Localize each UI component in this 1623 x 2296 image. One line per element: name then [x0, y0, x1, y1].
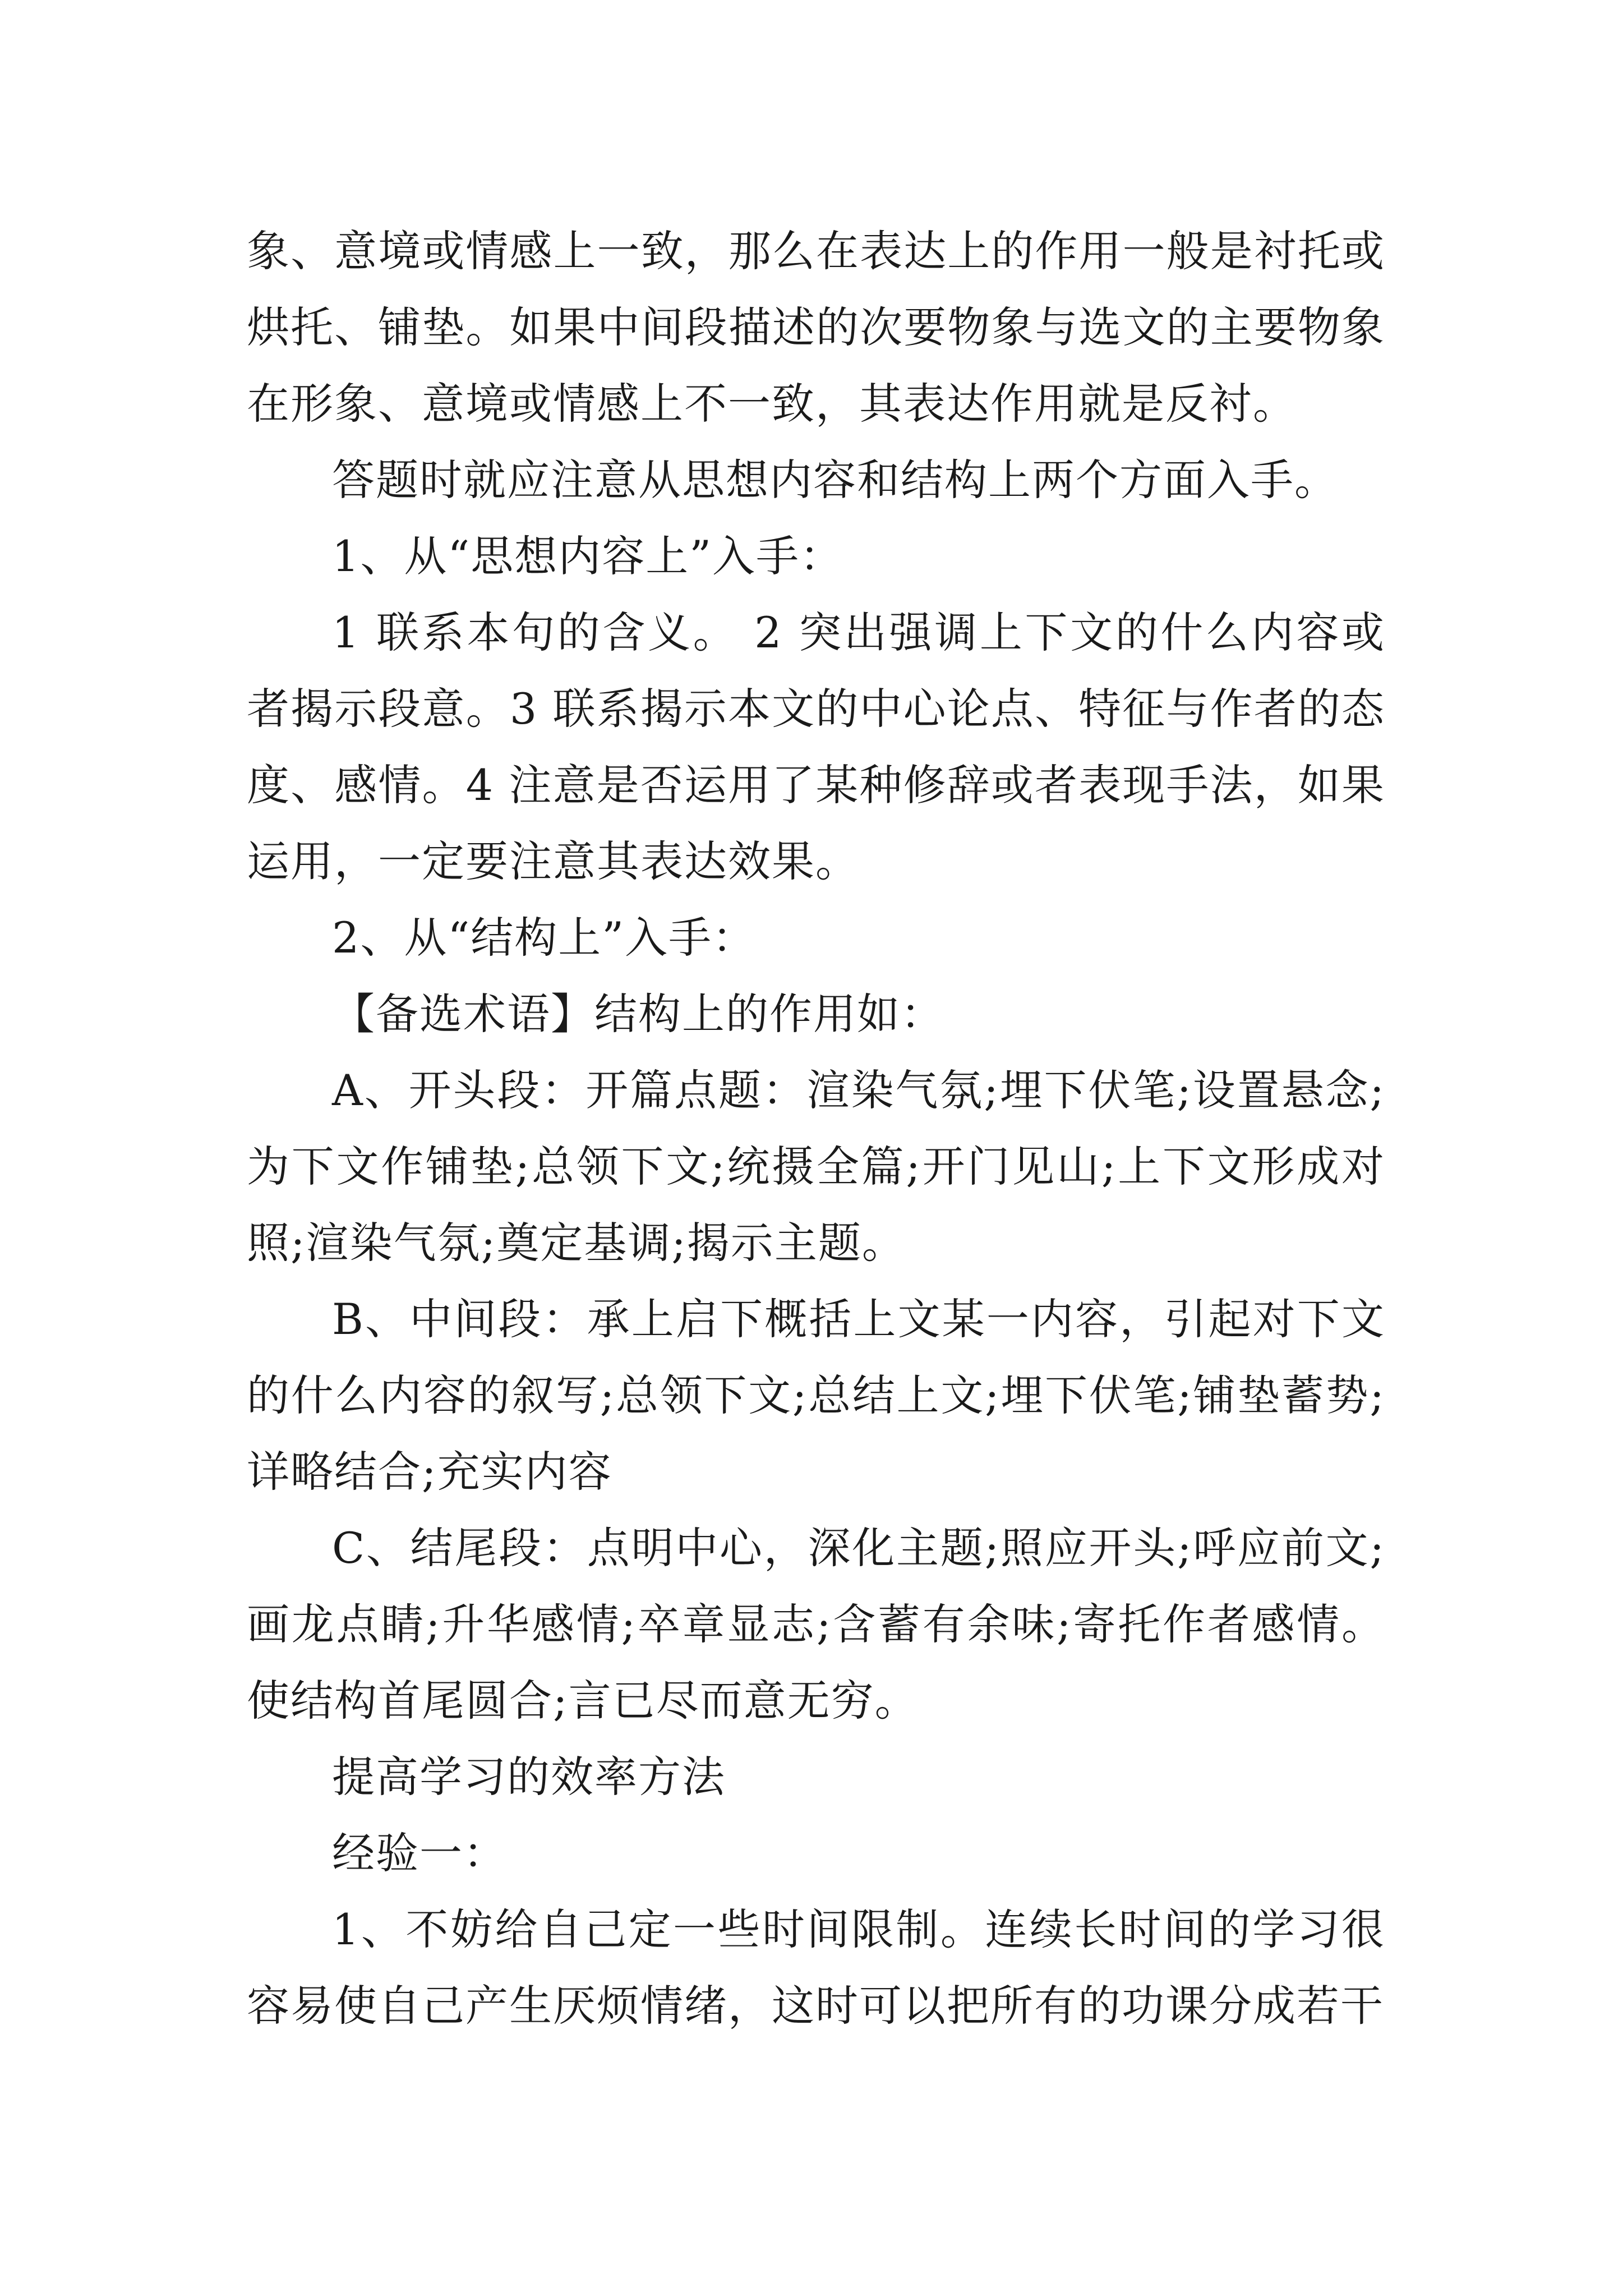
paragraph-time-limits: 1、不妨给自己定一些时间限制。连续长时间的学习很容易使自己产生厌烦情绪，这时可以把所有的功课分成若干 — [247, 1904, 1385, 2031]
paragraph-middle-section: B、中间段：承上启下概括上文某一内容，引起对下文的什么内容的叙写;总领下文;总结上文;埋下伏笔;铺垫蓄势;详略结合;充实内容 — [247, 1294, 1385, 1497]
paragraph-answer-approach: 答题时就应注意从思想内容和结构上两个方面入手。 — [332, 455, 1338, 505]
document-body — [247, 213, 1385, 2044]
heading-study-efficiency: 提高学习的效率方法 — [332, 1752, 726, 1802]
heading-experience-one: 经验一： — [332, 1828, 507, 1878]
paragraph-content-points: 1 联系本句的含义。 2 突出强调上下文的什么内容或者揭示段意。3 联系揭示本文的中心论点、特征与作者的态度、感情。4 注意是否运用了某种修辞或者表现手法，如果运用，一定要注意其表达效果。 — [247, 608, 1385, 886]
paragraph-terms-intro: 【备选术语】结构上的作用如： — [332, 989, 944, 1039]
heading-content-approach: 1、从“思想内容上”入手： — [332, 531, 844, 581]
heading-structure-approach: 2、从“结构上”入手： — [332, 913, 757, 963]
paragraph-ending-section: C、结尾段：点明中心，深化主题;照应开头;呼应前文;画龙点睛;升华感情;卒章显志;含蓄有余味;寄托作者感情。使结构首尾圆合;言已尽而意无穷。 — [247, 1523, 1385, 1726]
paragraph-opening-section: A、开头段：开篇点题：渲染气氛;埋下伏笔;设置悬念;为下文作铺垫;总领下文;统摄全篇;开门见山;上下文形成对照;渲染气氛;奠定基调;揭示主题。 — [247, 1065, 1385, 1268]
paragraph-continuation: 象、意境或情感上一致，那么在表达上的作用一般是衬托或烘托、铺垫。如果中间段描述的次要物象与选文的主要物象在形象、意境或情感上不一致，其表达作用就是反衬。 — [247, 226, 1385, 429]
